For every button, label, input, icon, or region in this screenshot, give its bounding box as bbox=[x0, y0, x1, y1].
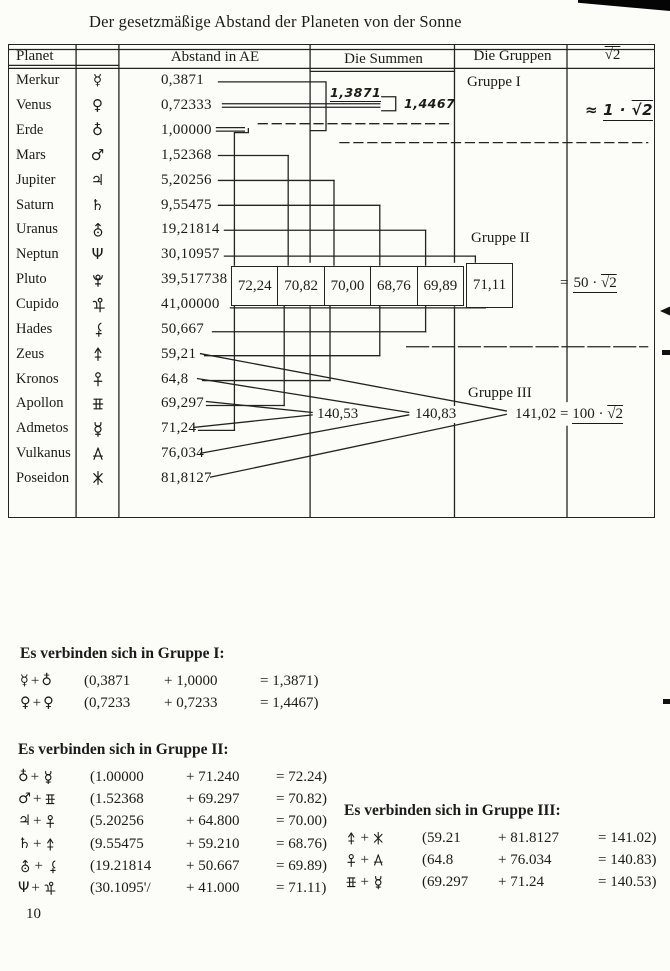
planet-distance: 0,72333 bbox=[161, 97, 212, 114]
formula-result: = 70.00) bbox=[276, 813, 327, 830]
formula-row bbox=[344, 849, 656, 871]
formula-rows bbox=[20, 670, 318, 715]
sum-cell: 72,24 bbox=[237, 277, 272, 294]
chain-sum-2: 140,83 bbox=[415, 406, 457, 422]
mercury-symbol-icon: ☿ bbox=[20, 672, 29, 689]
cupido-symbol-icon bbox=[42, 881, 57, 896]
group-label-3: Gruppe III bbox=[468, 385, 532, 401]
section-heading: Es verbinden sich in Gruppe I: bbox=[20, 645, 225, 662]
scan-artifact bbox=[660, 306, 670, 316]
planet-distance: 30,10957 bbox=[161, 246, 220, 263]
vulkanus-symbol-icon bbox=[90, 446, 106, 462]
section-gruppe-1 bbox=[20, 645, 318, 715]
planet-pair bbox=[344, 874, 422, 891]
formula-addend-2: + 71.24 bbox=[498, 874, 544, 891]
formula-addend-2: + 1,0000 bbox=[164, 672, 218, 689]
formula-result: = 1,4467) bbox=[260, 694, 319, 711]
planet-distance: 81,8127 bbox=[161, 469, 212, 486]
plus-sign: + bbox=[32, 694, 42, 711]
planet-symbol-cell bbox=[76, 272, 119, 288]
planet-distance: 1,00000 bbox=[161, 122, 212, 139]
formula-result: = 69.89) bbox=[276, 857, 327, 874]
mars-symbol-icon: ♂ bbox=[90, 145, 105, 164]
section-heading: Es verbinden sich in Gruppe III: bbox=[344, 802, 561, 819]
uranus-symbol-icon bbox=[18, 859, 33, 874]
formula-result: = 140.83) bbox=[598, 851, 657, 868]
sqrt2-radical: √2 bbox=[607, 406, 623, 422]
formula-addend-1: (30.1095'/ bbox=[90, 880, 151, 897]
formula-addend-2: + 0,7233 bbox=[164, 694, 218, 711]
section-heading: Es verbinden sich in Gruppe II: bbox=[18, 741, 229, 758]
plus-sign: + bbox=[31, 880, 40, 897]
formula-addend-2: + 50.667 bbox=[186, 857, 240, 874]
table-row bbox=[9, 143, 654, 168]
planet-name: Cupido bbox=[16, 296, 59, 313]
planet-symbol-cell bbox=[76, 396, 119, 412]
planet-symbol-cell bbox=[76, 145, 119, 164]
planet-name: Zeus bbox=[16, 345, 45, 362]
planet-name: Admetos bbox=[16, 420, 69, 437]
formula-addend-2: + 64.800 bbox=[186, 813, 240, 830]
planet-symbol-cell bbox=[76, 297, 119, 313]
poseidon-symbol-icon bbox=[371, 831, 386, 846]
plus-sign: + bbox=[33, 835, 42, 852]
sum-cell: 68,76 bbox=[370, 267, 416, 305]
table-row bbox=[9, 193, 654, 218]
sum-cell: 71,11 bbox=[466, 263, 513, 308]
formula-rows bbox=[18, 766, 327, 900]
plus-sign: + bbox=[360, 874, 369, 891]
formula-addend-1: (0,7233 bbox=[84, 694, 131, 711]
planet-name: Kronos bbox=[16, 370, 59, 387]
planet-distance: 50,667 bbox=[161, 320, 205, 337]
kronos-symbol-icon bbox=[90, 371, 106, 387]
planet-pair bbox=[18, 813, 90, 830]
planet-symbol-cell bbox=[76, 247, 119, 262]
planet-pair bbox=[18, 836, 90, 853]
plus-sign: + bbox=[34, 857, 43, 874]
admetos-symbol-icon bbox=[41, 770, 56, 785]
root-expression-group2 bbox=[560, 275, 617, 292]
planet-distance: 19,21814 bbox=[161, 221, 220, 238]
scan-artifact bbox=[578, 0, 670, 11]
zeus-symbol-icon bbox=[344, 831, 359, 846]
formula-result: = 1,3871) bbox=[260, 672, 319, 689]
formula-addend-1: (19.21814 bbox=[90, 857, 152, 874]
hades-symbol-icon bbox=[90, 321, 106, 337]
venus-symbol-icon: ♀ bbox=[20, 695, 31, 712]
planet-name: Neptun bbox=[16, 246, 59, 263]
planet-distance: 41,00000 bbox=[161, 296, 220, 313]
sums-box-row bbox=[231, 266, 464, 306]
planet-symbol-cell bbox=[76, 222, 119, 238]
root-coefficient: 100 · bbox=[572, 406, 604, 422]
header-planet: Planet bbox=[16, 48, 54, 64]
kronos-symbol-icon bbox=[344, 853, 359, 868]
sum-cell: 70,00 bbox=[324, 267, 370, 305]
formula-rows bbox=[344, 827, 656, 894]
vulkanus-symbol-icon bbox=[371, 853, 386, 868]
planet-name: Apollon bbox=[16, 395, 64, 412]
planet-pair bbox=[344, 830, 422, 847]
chain-sum-3: 141,02 bbox=[515, 406, 557, 422]
planet-symbol-cell bbox=[76, 470, 119, 486]
planet-pair bbox=[18, 769, 90, 786]
group-label-2: Gruppe II bbox=[471, 230, 530, 246]
formula-addend-2: + 69.297 bbox=[186, 790, 240, 807]
plus-sign: + bbox=[360, 851, 369, 868]
planet-symbol-cell bbox=[76, 73, 119, 88]
jupiter-symbol-icon: ♃ bbox=[18, 813, 31, 830]
plus-sign: + bbox=[30, 672, 40, 689]
table-row bbox=[9, 317, 654, 342]
planet-pair bbox=[20, 673, 84, 690]
formula-addend-2: + 71.240 bbox=[186, 768, 240, 785]
group-label-1: Gruppe I bbox=[467, 74, 521, 90]
planet-distance: 5,20256 bbox=[161, 171, 212, 188]
plus-sign: + bbox=[33, 813, 42, 830]
planet-distance: 64,8 bbox=[161, 370, 189, 387]
saturn-symbol-icon: ♄ bbox=[90, 195, 105, 214]
planet-distance: 9,55475 bbox=[161, 196, 212, 213]
chain-sum-1: 140,53 bbox=[317, 406, 359, 422]
formula-addend-1: (0,3871 bbox=[84, 672, 131, 689]
mars-symbol-icon: ♂ bbox=[18, 791, 31, 808]
root-coefficient: 50 · bbox=[573, 275, 598, 291]
formula-row bbox=[18, 877, 327, 899]
venus-symbol-icon: ♀ bbox=[43, 695, 54, 712]
planet-symbol-cell bbox=[76, 446, 119, 462]
kronos-symbol-icon bbox=[43, 814, 58, 829]
planet-name: Saturn bbox=[16, 196, 54, 213]
planet-name: Merkur bbox=[16, 72, 60, 89]
planet-distance: 76,034 bbox=[161, 445, 205, 462]
hades-symbol-icon bbox=[45, 859, 60, 874]
root-expression-group1 bbox=[585, 101, 653, 119]
plus-sign: + bbox=[360, 829, 369, 846]
planet-distance: 1,52368 bbox=[161, 146, 212, 163]
formula-addend-1: (5.20256 bbox=[90, 813, 144, 830]
equals-sign: = bbox=[560, 406, 569, 422]
formula-row bbox=[18, 788, 327, 810]
planet-symbol-cell bbox=[76, 98, 119, 113]
table-row bbox=[9, 168, 654, 193]
planet-distance-table bbox=[8, 44, 655, 518]
planet-distance: 39,517738 bbox=[161, 271, 228, 288]
sqrt2-radical: √2 bbox=[600, 275, 617, 291]
chain-sum-3-equation bbox=[513, 406, 625, 423]
planet-name: Jupiter bbox=[16, 171, 56, 188]
planet-name: Uranus bbox=[16, 221, 58, 238]
section-gruppe-2 bbox=[18, 741, 327, 900]
planet-name: Poseidon bbox=[16, 469, 70, 486]
zeus-symbol-icon bbox=[90, 346, 106, 362]
mercury-symbol-icon: ☿ bbox=[92, 71, 103, 90]
formula-result: = 68.76) bbox=[276, 835, 327, 852]
formula-addend-2: + 76.034 bbox=[498, 851, 552, 868]
neptune-symbol-icon: Ψ bbox=[91, 245, 104, 264]
planet-symbol-cell bbox=[76, 371, 119, 387]
approx-sign: ≈ bbox=[585, 101, 599, 119]
handwritten-sum-mercury-earth: 1,3871 bbox=[330, 85, 382, 100]
formula-row bbox=[344, 827, 656, 849]
planet-pair bbox=[18, 880, 90, 897]
neptune-symbol-icon: Ψ bbox=[18, 880, 30, 897]
formula-addend-1: (59.21 bbox=[422, 829, 461, 846]
pluto-symbol-icon bbox=[90, 272, 106, 288]
table-row bbox=[9, 342, 654, 367]
plus-sign: + bbox=[33, 790, 42, 807]
handwritten-sum-venus-venus: 1,4467 bbox=[404, 96, 456, 111]
planet-pair bbox=[18, 858, 90, 875]
planet-pair bbox=[20, 695, 84, 712]
earth-symbol-icon: ♁ bbox=[18, 768, 29, 785]
earth-symbol-icon: ♁ bbox=[92, 121, 103, 140]
formula-row bbox=[18, 811, 327, 833]
page-title: Der gesetzmäßige Abstand der Planeten von der Sonne bbox=[89, 12, 462, 31]
planet-pair bbox=[18, 791, 90, 808]
planet-name: Mars bbox=[16, 146, 46, 163]
formula-addend-1: (9.55475 bbox=[90, 835, 144, 852]
planet-distance: 0,3871 bbox=[161, 72, 205, 89]
cupido-symbol-icon bbox=[90, 297, 106, 313]
uranus-symbol-icon bbox=[90, 222, 106, 238]
formula-addend-2: + 41.000 bbox=[186, 880, 240, 897]
formula-result: = 141.02) bbox=[598, 829, 657, 846]
planet-symbol-cell bbox=[76, 421, 119, 437]
formula-row bbox=[344, 872, 656, 894]
planet-symbol-cell bbox=[76, 346, 119, 362]
table-row bbox=[9, 367, 654, 392]
planet-distance: 59,21 bbox=[161, 345, 197, 362]
jupiter-symbol-icon: ♃ bbox=[90, 170, 105, 189]
table-row bbox=[9, 466, 654, 491]
table-row bbox=[9, 242, 654, 267]
formula-row bbox=[18, 855, 327, 877]
formula-addend-1: (69.297 bbox=[422, 874, 469, 891]
admetos-symbol-icon bbox=[90, 421, 106, 437]
saturn-symbol-icon: ♄ bbox=[18, 835, 31, 852]
table-row bbox=[9, 118, 654, 143]
planet-name: Pluto bbox=[16, 271, 47, 288]
page-number: 10 bbox=[26, 906, 41, 922]
poseidon-symbol-icon bbox=[90, 470, 106, 486]
venus-symbol-icon: ♀ bbox=[92, 96, 103, 115]
planet-name: Hades bbox=[16, 320, 53, 337]
zeus-symbol-icon bbox=[43, 837, 58, 852]
formula-addend-2: + 81.8127 bbox=[498, 829, 559, 846]
earth-symbol-icon: ♁ bbox=[41, 672, 52, 689]
planet-distance: 71,24 bbox=[161, 420, 197, 437]
apollon-symbol-icon bbox=[43, 792, 58, 807]
planet-distance: 69,297 bbox=[161, 395, 205, 412]
plus-sign: + bbox=[30, 768, 40, 785]
sum-cell: 69,89 bbox=[417, 267, 463, 305]
apollon-symbol-icon bbox=[90, 396, 106, 412]
formula-result: = 70.82) bbox=[276, 790, 327, 807]
formula-row bbox=[18, 766, 327, 788]
sum-cell: 70,82 bbox=[277, 267, 323, 305]
planet-symbol-cell bbox=[76, 170, 119, 189]
table-row bbox=[9, 218, 654, 243]
admetos-symbol-icon bbox=[371, 875, 386, 890]
formula-result: = 72.24) bbox=[276, 768, 327, 785]
formula-addend-1: (64.8 bbox=[422, 851, 454, 868]
planet-name: Erde bbox=[16, 122, 44, 139]
planet-symbol-cell bbox=[76, 321, 119, 337]
planet-symbol-cell bbox=[76, 195, 119, 214]
header-sums: Die Summen bbox=[344, 51, 423, 67]
formula-result: = 140.53) bbox=[598, 874, 657, 891]
header-distance: Abstand in AE bbox=[170, 49, 260, 65]
root-coefficient: 1 · bbox=[603, 101, 626, 119]
formula-row bbox=[18, 833, 327, 855]
planet-symbol-cell bbox=[76, 123, 119, 138]
section-gruppe-3 bbox=[344, 802, 656, 894]
planet-name: Venus bbox=[16, 97, 52, 114]
table-row bbox=[9, 441, 654, 466]
formula-addend-1: (1.00000 bbox=[90, 768, 144, 785]
formula-result: = 71.11) bbox=[276, 880, 327, 897]
formula-addend-1: (1.52368 bbox=[90, 790, 144, 807]
header-root2: √2 bbox=[604, 47, 621, 63]
scan-artifact bbox=[663, 699, 670, 704]
apollon-symbol-icon bbox=[344, 875, 359, 890]
formula-row bbox=[20, 670, 318, 692]
sqrt2-radical: √2 bbox=[631, 101, 654, 119]
formula-row bbox=[20, 692, 318, 714]
equals-sign: = bbox=[560, 275, 569, 291]
formula-addend-2: + 59.210 bbox=[186, 835, 240, 852]
planet-name: Vulkanus bbox=[16, 445, 71, 462]
planet-pair bbox=[344, 852, 422, 869]
header-groups: Die Gruppen bbox=[473, 48, 552, 64]
scan-artifact bbox=[662, 350, 670, 355]
